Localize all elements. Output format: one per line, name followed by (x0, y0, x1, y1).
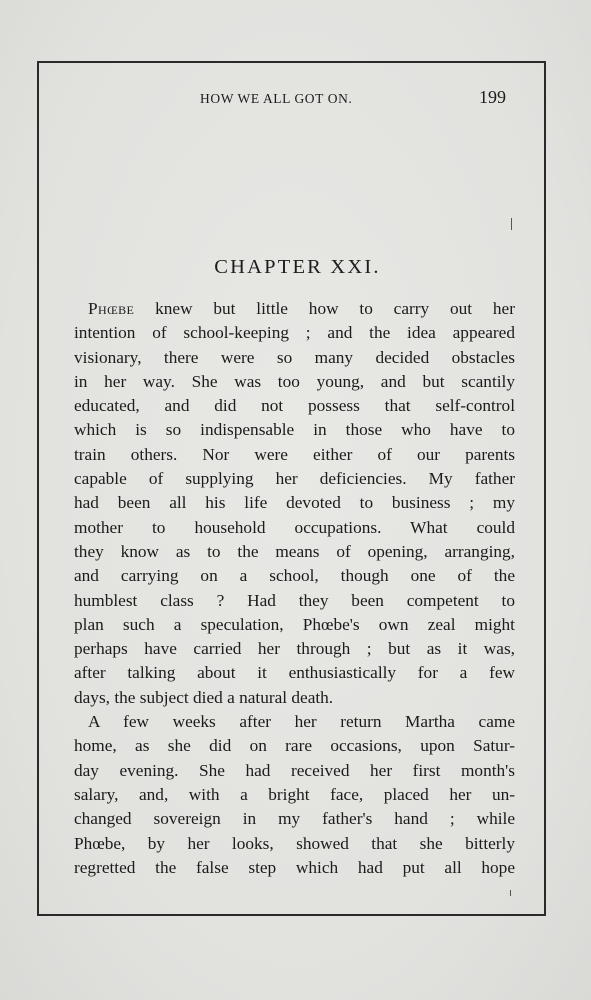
text-line: in her way. She was too young, and but scantily (74, 371, 515, 391)
body-text (74, 297, 515, 880)
text-line: day evening. She had received her first month's (74, 760, 515, 780)
text-line: had been all his life devoted to business ; my (74, 493, 515, 513)
text-line: perhaps have carried her through ; but as it was, (74, 639, 515, 659)
text-line (74, 297, 515, 321)
text-line: Phœbe, by her looks, showed that she bitterly (74, 833, 515, 853)
text-line: salary, and, with a bright face, placed her un- (74, 784, 515, 804)
text-line: they know as to the means of opening, arranging, (74, 541, 515, 561)
text-line: regretted the false step which had put all hope (74, 857, 515, 877)
chapter-heading: CHAPTER XXI. (214, 256, 381, 278)
text-line-content: knew but little how to carry out her (134, 299, 515, 318)
text-line: and carrying on a school, though one of the (74, 566, 515, 586)
text-line: after talking about it enthusiastically for a few (74, 663, 515, 683)
print-mark (511, 218, 512, 230)
running-title: HOW WE ALL GOT ON. (200, 91, 353, 106)
drop-word: Phœbe (88, 299, 135, 318)
text-line: educated, and did not possess that self-control (74, 396, 515, 416)
text-line: home, as she did on rare occasions, upon Satur- (74, 736, 515, 756)
text-line: A few weeks after her return Martha came (88, 712, 515, 732)
text-line: humblest class ? Had they been competent to (74, 590, 515, 610)
text-line: intention of school-keeping ; and the idea appeared (74, 323, 515, 343)
text-line: train others. Nor were either of our parents (74, 444, 515, 464)
text-line: changed sovereign in my father's hand ; while (74, 809, 515, 829)
text-line: days, the subject died a natural death. (74, 687, 334, 707)
text-line: which is so indispensable in those who have to (74, 420, 515, 440)
print-mark (510, 890, 511, 896)
text-line: visionary, there were so many decided obstacles (74, 347, 515, 367)
text-line: capable of supplying her deficiencies. My father (74, 469, 515, 489)
running-header (0, 87, 591, 111)
page-number: 199 (479, 87, 506, 107)
text-line: mother to household occupations. What could (74, 517, 515, 537)
text-line: plan such a speculation, Phœbe's own zeal might (74, 614, 515, 634)
